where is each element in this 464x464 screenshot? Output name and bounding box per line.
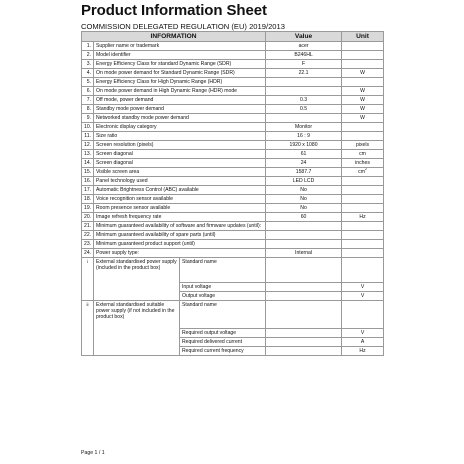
row-unit [342,60,384,69]
row-value [266,114,342,123]
power-supply-field-label: Output voltage [180,292,266,301]
row-number: 4. [82,69,94,78]
row-value: F [266,60,342,69]
row-value: 60 [266,213,342,222]
row-label: Networked standby mode power demand [94,114,266,123]
row-label: Minimum guaranteed availability of spare parts (until) [94,231,266,240]
power-supply-field-unit: A [342,338,384,347]
header-unit: Unit [342,32,384,42]
row-label: Automatic Brightness Control (ABC) available [94,186,266,195]
power-supply-field-value [266,329,342,338]
row-number: 6. [82,87,94,96]
power-supply-row [82,301,384,329]
table-row [82,141,384,150]
unit-text: W [360,97,365,103]
unit-text: W [360,88,365,94]
table-row [82,123,384,132]
power-supply-field-value [266,283,342,292]
row-number: 1. [82,42,94,51]
row-number: 8. [82,105,94,114]
table-row [82,231,384,240]
row-unit [342,87,384,96]
row-value: No [266,204,342,213]
power-supply-field-value [266,338,342,347]
table-row [82,249,384,258]
power-supply-field-unit: V [342,292,384,301]
row-unit [342,141,384,150]
row-unit [342,69,384,78]
row-value [266,240,342,249]
row-unit [342,159,384,168]
row-number: 16. [82,177,94,186]
regulation-reference: COMMISSION DELEGATED REGULATION (EU) 2019/2013 [81,22,285,31]
row-unit [342,240,384,249]
power-supply-description: External standardised power supply (included in the product box) [94,258,180,301]
table-body [82,42,384,356]
power-supply-field-label: Required output voltage [180,329,266,338]
table-row [82,186,384,195]
unit-text: Hz [359,214,366,220]
unit-text: W [360,115,365,121]
row-label: Screen diagonal [94,159,266,168]
power-supply-field-unit: V [342,329,384,338]
row-label: Image refresh frequency rate [94,213,266,222]
table-row [82,69,384,78]
row-value: No [266,186,342,195]
table-row [82,213,384,222]
row-label: Energy Efficiency Class for standard Dynamic Range (SDR) [94,60,266,69]
power-supply-field-value [266,301,342,329]
power-supply-row [82,258,384,283]
table-row [82,222,384,231]
row-label: Voice recognition sensor available [94,195,266,204]
row-label: Power supply type: [94,249,266,258]
row-unit [342,78,384,87]
table-row [82,60,384,69]
row-value: Internal [266,249,342,258]
row-unit [342,42,384,51]
row-unit [342,114,384,123]
row-unit [342,105,384,114]
row-number: 23. [82,240,94,249]
row-number: 24. [82,249,94,258]
power-supply-field-label: Required delivered current [180,338,266,347]
row-unit [342,249,384,258]
row-number: 19. [82,204,94,213]
row-label: Minimum guaranteed availability of software and firmware updates (until): [94,222,266,231]
power-supply-field-label: Required current frequency [180,347,266,356]
table-row [82,42,384,51]
row-label: On mode power demand for Standard Dynamic Range (SDR) [94,69,266,78]
row-unit [342,231,384,240]
row-unit [342,195,384,204]
unit-superscript: 2 [364,167,367,171]
row-value: B246HL [266,51,342,60]
row-number: 18. [82,195,94,204]
row-label: Off mode, power demand [94,96,266,105]
table-row [82,150,384,159]
row-value: 0.5 [266,105,342,114]
row-label: Standby mode power demand [94,105,266,114]
row-unit [342,186,384,195]
row-value [266,78,342,87]
row-label: Model identifier [94,51,266,60]
table-row [82,87,384,96]
row-value: acer [266,42,342,51]
row-number: 21. [82,222,94,231]
row-value [266,87,342,96]
table-row [82,195,384,204]
row-value: 0.3 [266,96,342,105]
power-supply-field-label: Standard name [180,301,266,329]
unit-text: W [360,70,365,76]
row-label: Energy Efficiency Class for High Dynamic Range (HDR) [94,78,266,87]
power-supply-field-unit [342,258,384,283]
unit-text: inches [355,160,370,166]
row-value: No [266,195,342,204]
page-number: Page 1 / 1 [81,450,105,456]
row-number: 11. [82,132,94,141]
table-row [82,204,384,213]
row-label: Minimum guaranteed product support (until) [94,240,266,249]
row-label: Room presence sensor available [94,204,266,213]
row-number: 10. [82,123,94,132]
row-unit [342,177,384,186]
row-value: LED LCD [266,177,342,186]
power-supply-field-label: Input voltage [180,283,266,292]
row-number: 3. [82,60,94,69]
row-number: 15. [82,168,94,177]
unit-text: cm [359,151,366,157]
row-number: 13. [82,150,94,159]
table-row [82,240,384,249]
table-row [82,159,384,168]
row-unit [342,51,384,60]
row-number: 20. [82,213,94,222]
row-value [266,222,342,231]
table-row [82,177,384,186]
product-information-table [81,31,384,356]
power-supply-field-value [266,347,342,356]
row-unit [342,150,384,159]
table-row [82,132,384,141]
row-value: 1587.7 [266,168,342,177]
table-row [82,168,384,177]
row-unit [342,213,384,222]
row-number: 22. [82,231,94,240]
row-value: 24 [266,159,342,168]
row-value [266,231,342,240]
row-value: 61 [266,150,342,159]
table-row [82,78,384,87]
row-label: Screen resolution (pixels) [94,141,266,150]
row-label: On mode power demand in High Dynamic Range (HDR) mode [94,87,266,96]
row-value: 1920 x 1080 [266,141,342,150]
row-number: 5. [82,78,94,87]
power-supply-marker: ii [82,301,94,356]
header-value: Value [266,32,342,42]
table-row [82,96,384,105]
unit-text: cm [358,169,365,175]
row-unit [342,132,384,141]
row-unit [342,222,384,231]
row-unit [342,204,384,213]
row-label: Electronic display category [94,123,266,132]
table-row [82,114,384,123]
power-supply-field-value [266,258,342,283]
row-label: Screen diagonal [94,150,266,159]
power-supply-field-unit: V [342,283,384,292]
table-row [82,105,384,114]
power-supply-field-unit: Hz [342,347,384,356]
row-unit [342,96,384,105]
row-value: Monitor [266,123,342,132]
row-label: Size ratio [94,132,266,141]
row-label: Panel technology used [94,177,266,186]
row-unit [342,123,384,132]
row-label: Visible screen area [94,168,266,177]
row-number: 17. [82,186,94,195]
power-supply-field-label: Standard name [180,258,266,283]
row-number: 12. [82,141,94,150]
unit-text: W [360,106,365,112]
power-supply-marker: i [82,258,94,301]
header-information: INFORMATION [82,32,266,42]
row-number: 2. [82,51,94,60]
row-value: 22.1 [266,69,342,78]
row-label: Supplier name or trademark [94,42,266,51]
row-value: 16 : 9 [266,132,342,141]
power-supply-description: External standardised suitable power supply (if not included in the product box) [94,301,180,356]
table-row [82,51,384,60]
row-unit [342,168,384,177]
row-number: 9. [82,114,94,123]
unit-text: pixels [356,142,370,148]
power-supply-field-unit [342,301,384,329]
power-supply-field-value [266,292,342,301]
page-title: Product Information Sheet [81,2,267,19]
row-number: 14. [82,159,94,168]
row-number: 7. [82,96,94,105]
